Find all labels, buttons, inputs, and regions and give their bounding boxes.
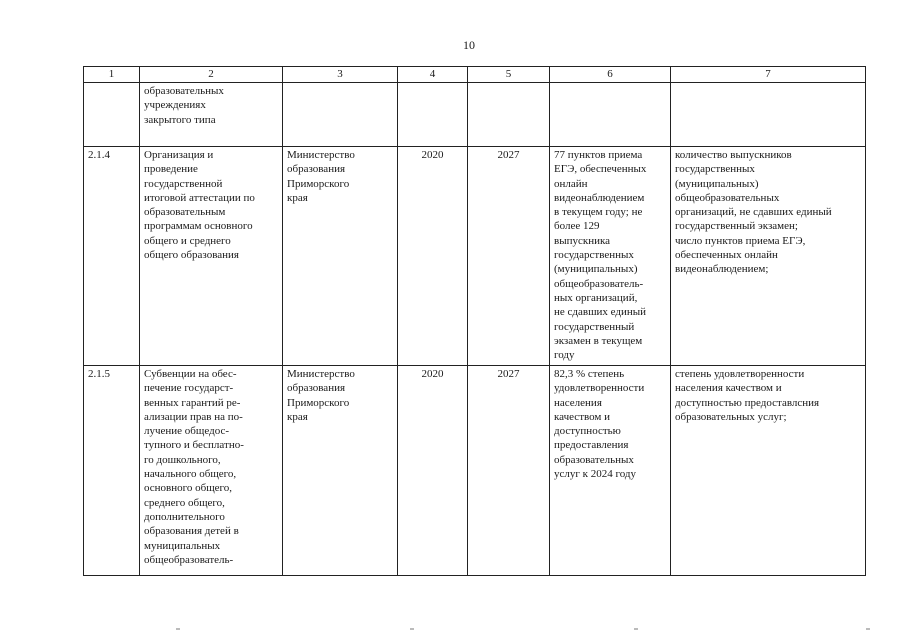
column-header: 2	[140, 67, 283, 83]
activity-name: Организация и проведение государственной итоговой аттестации по образовательным программам основного общего и среднего общего образования	[140, 147, 283, 366]
table-row	[84, 366, 866, 576]
end-year	[468, 83, 550, 147]
indicators: количество выпускников государственных (муниципальных) общеобразовательных организаций, не сдавших единый государственный экзамен; число пунктов приема ЕГЭ, обеспеченных онлайн видеонаблюдением;	[671, 147, 866, 366]
column-header: 1	[84, 67, 140, 83]
column-header: 5	[468, 67, 550, 83]
column-header: 7	[671, 67, 866, 83]
scan-mark	[410, 628, 414, 630]
start-year: 2020	[398, 147, 468, 366]
expected-result	[550, 83, 671, 147]
start-year: 2020	[398, 366, 468, 576]
scan-mark	[176, 628, 180, 630]
table-header-row	[84, 67, 866, 83]
indicators	[671, 83, 866, 147]
activity-name: Субвенции на обес- печение государст- венных гарантий ре- ализации прав на по- лучение общедос- тупного и бесплатно- го дошкольного, начального общего, основного общего, среднего общего, дополнительного образования детей в муниципальных общеобразователь-	[140, 366, 283, 576]
scan-mark	[866, 628, 870, 630]
row-number	[84, 83, 140, 147]
executor: Министерство образования Приморского края	[283, 147, 398, 366]
expected-result: 82,3 % степень удовлетворенности населения качеством и доступностью предоставления образовательных услуг к 2024 году	[550, 366, 671, 576]
row-number: 2.1.4	[84, 147, 140, 366]
expected-result: 77 пунктов приема ЕГЭ, обеспеченных онлайн видеонаблюдением в текущем году; не более 129 выпускника государственных (муниципальных) общеобразователь- ных организаций, не сдавших единый государственный экзамен в текущем году	[550, 147, 671, 366]
column-header: 6	[550, 67, 671, 83]
column-header: 3	[283, 67, 398, 83]
row-number: 2.1.5	[84, 366, 140, 576]
start-year	[398, 83, 468, 147]
executor	[283, 83, 398, 147]
program-table	[83, 66, 866, 576]
table-row	[84, 147, 866, 366]
column-header: 4	[398, 67, 468, 83]
end-year: 2027	[468, 147, 550, 366]
activity-name: образовательных учреждениях закрытого типа	[140, 83, 283, 147]
scan-mark	[634, 628, 638, 630]
table-row	[84, 83, 866, 147]
end-year: 2027	[468, 366, 550, 576]
indicators: степень удовлетворенности населения качеством и доступностью предоставлсния образовательных услуг;	[671, 366, 866, 576]
executor: Министерство образования Приморского края	[283, 366, 398, 576]
page-number: 10	[463, 38, 475, 52]
